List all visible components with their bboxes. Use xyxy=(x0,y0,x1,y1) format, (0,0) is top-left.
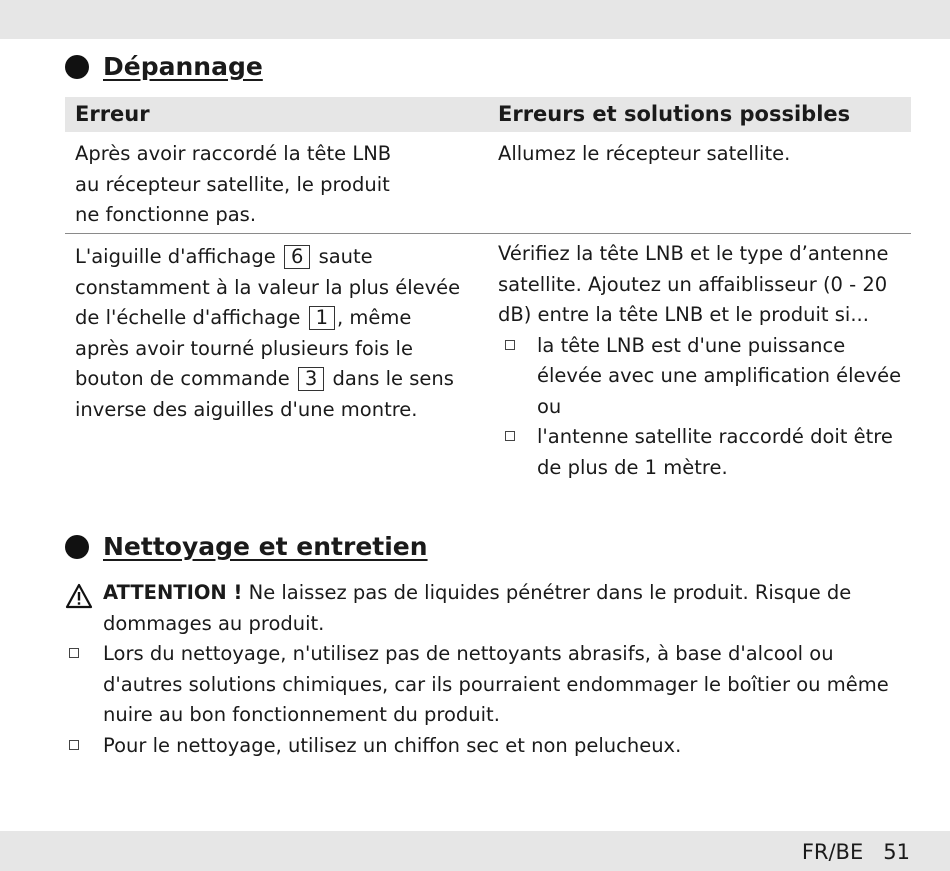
list-item-text: Lors du nettoyage, n'utilisez pas de nettoyants abrasifs, à base d'alcool ou d'autres solutions chimiques, car ils pourraient endommager le boîtier ou même nuire au bon fonctionnement du produit. xyxy=(103,642,889,726)
list-item xyxy=(65,731,915,762)
cleaning-heading xyxy=(65,532,428,561)
page-number: 51 xyxy=(883,840,910,864)
row1-error xyxy=(75,139,405,231)
ref-number-3: 3 xyxy=(298,367,324,391)
list-item-text: la tête LNB est d'une puissance élevée avec une amplification élevée ou xyxy=(537,333,902,418)
row2-error-part: dans le sens inverse des aiguilles d'une montre. xyxy=(75,367,454,421)
warning-triangle-icon xyxy=(65,583,93,609)
row1-solution-text: Allumez le récepteur satellite. xyxy=(498,142,791,165)
row2-solution-intro: Vérifiez la tête LNB et le type d’antenne satellite. Ajoutez un affaiblisseur (0 - 20 dB) entre la tête LNB et le produit si... xyxy=(498,242,889,326)
square-bullet-icon xyxy=(69,648,79,658)
list-item-text: l'antenne satellite raccordé doit être de plus de 1 mètre. xyxy=(537,425,893,479)
top-band xyxy=(0,0,950,39)
row2-error-part: , même après avoir tourné plusieurs fois le bouton de commande xyxy=(75,306,413,390)
ref-number-1: 1 xyxy=(309,306,335,330)
warning-text: Ne laissez pas de liquides pénétrer dans le produit. Risque de dommages au produit. xyxy=(103,581,852,635)
section-bullet-icon xyxy=(65,55,89,79)
square-bullet-icon xyxy=(505,340,515,350)
list-item xyxy=(498,331,903,423)
cleaning-title: Nettoyage et entretien xyxy=(103,532,428,561)
list-item xyxy=(65,639,915,731)
row2-error-part: L'aiguille d'affichage xyxy=(75,245,276,268)
footer-locale: FR/BE xyxy=(801,840,864,864)
page-footer xyxy=(802,840,910,864)
troubleshooting-title: Dépannage xyxy=(103,52,263,81)
row2-solution xyxy=(498,239,903,483)
section-bullet-icon xyxy=(65,535,89,559)
ref-number-6: 6 xyxy=(284,245,310,269)
row1-solution xyxy=(498,139,903,170)
cleaning-content xyxy=(65,578,915,761)
col-error-header: Erreur xyxy=(75,102,150,126)
row1-error-text: Après avoir raccordé la tête LNB au récepteur satellite, le produit ne fonctionne pas. xyxy=(75,142,392,226)
troubleshooting-heading xyxy=(65,52,263,81)
row2-solution-list xyxy=(498,331,903,484)
square-bullet-icon xyxy=(69,740,79,750)
warning-paragraph xyxy=(65,578,915,639)
square-bullet-icon xyxy=(505,431,515,441)
row2-error xyxy=(75,242,470,425)
list-item xyxy=(498,422,903,483)
warning-label: ATTENTION ! xyxy=(103,581,243,604)
list-item-text: Pour le nettoyage, utilisez un chiffon sec et non pelucheux. xyxy=(103,733,682,757)
table-row-divider xyxy=(65,233,911,234)
row2-error-part: saute constamment à la valeur la plus élevée de l'échelle d'affichage xyxy=(75,245,461,329)
col-solution-header: Erreurs et solutions possibles xyxy=(498,102,851,126)
